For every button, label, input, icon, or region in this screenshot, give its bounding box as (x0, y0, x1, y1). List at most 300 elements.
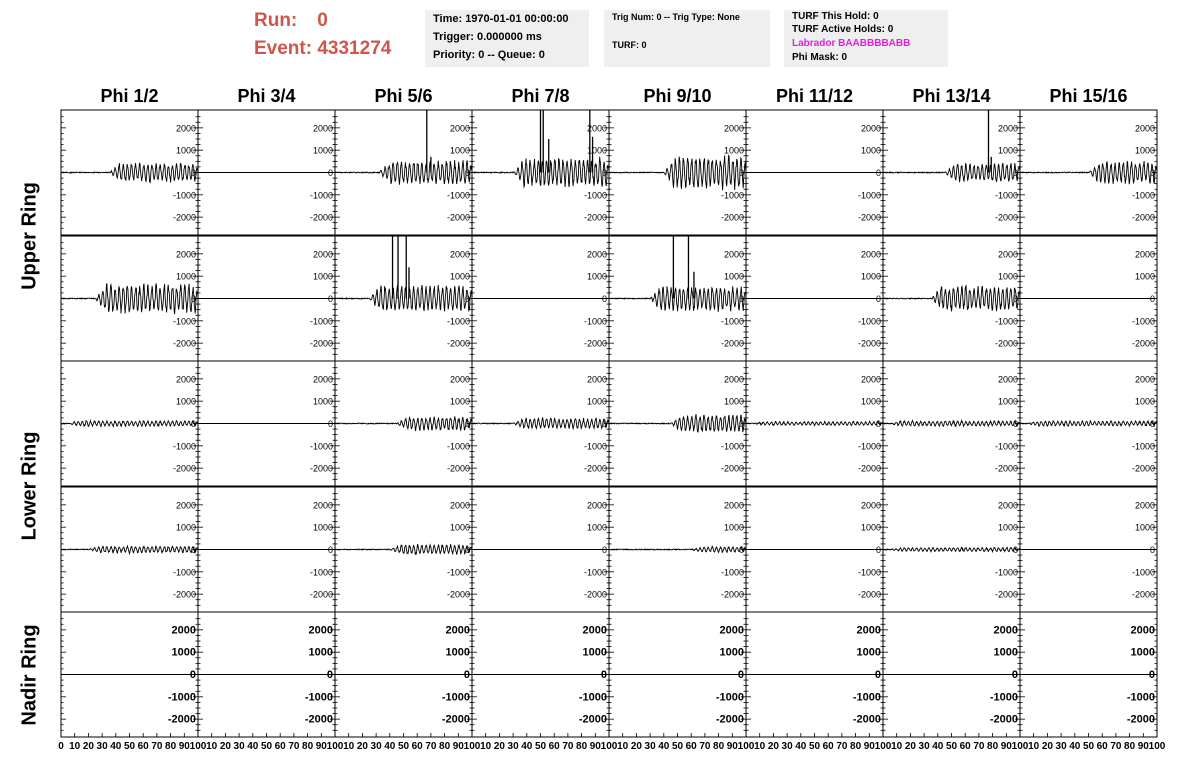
y-tick-label: 0 (601, 294, 607, 304)
waveform-panel (609, 612, 746, 737)
y-tick-label: 2000 (997, 374, 1018, 385)
y-tick-label: 2000 (308, 624, 333, 637)
y-tick-label: -2000 (309, 463, 333, 474)
x-tick-label: 10 (754, 741, 766, 752)
waveform-panel (335, 612, 472, 737)
x-tick-label: 60 (822, 741, 834, 752)
y-tick-label: 0 (1012, 419, 1018, 429)
turf-active-line: TURF Active Holds: 0 (792, 24, 894, 35)
x-tick-label: 40 (932, 741, 944, 752)
waveform-panel (472, 612, 609, 737)
run-value: 0 (317, 10, 328, 31)
y-tick-label: -1000 (857, 316, 881, 327)
x-tick-label: 50 (260, 741, 273, 752)
row-label-upper-ring: Upper Ring (18, 182, 41, 290)
x-tick-label: 40 (247, 741, 259, 752)
y-tick-label: -2000 (583, 212, 607, 223)
waveform-panel (746, 236, 883, 361)
y-tick-label: 2000 (449, 249, 470, 260)
y-tick-label: 0 (189, 669, 196, 681)
y-tick-label: 1000 (449, 271, 470, 282)
waveform-panel (61, 487, 198, 612)
waveform-trace (883, 547, 1020, 551)
y-tick-label: 0 (874, 669, 881, 681)
waveform-panel (746, 612, 883, 737)
y-tick-label: 2000 (445, 624, 470, 637)
x-tick-label: 50 (808, 741, 821, 752)
waveform-trace (335, 160, 472, 185)
y-tick-label: -1000 (167, 691, 196, 704)
column-header-phi-15-16: Phi 15/16 (1049, 86, 1128, 106)
x-tick-label: 10 (1028, 741, 1040, 752)
x-tick-label: 20 (1041, 741, 1053, 752)
waveform-panel (335, 487, 472, 612)
y-tick-label: -2000 (1131, 589, 1155, 600)
y-tick-label: 0 (1012, 168, 1018, 178)
waveform-panel (1020, 487, 1157, 612)
waveform-trace (883, 286, 1020, 312)
y-tick-label: -1000 (1131, 567, 1155, 578)
y-tick-label: -2000 (167, 713, 196, 726)
waveform-panel (609, 361, 746, 486)
y-tick-label: 1000 (312, 522, 333, 533)
y-tick-label: 0 (1011, 669, 1018, 681)
y-tick-label: -1000 (583, 316, 607, 327)
y-tick-label: 0 (1148, 669, 1155, 681)
x-tick-label: 30 (233, 741, 245, 752)
x-tick-label: 50 (534, 741, 547, 752)
y-tick-label: 0 (1149, 545, 1155, 555)
waveform-trace (883, 421, 1020, 427)
x-tick-label: 50 (1082, 741, 1095, 752)
column-header-phi-5-6: Phi 5/6 (374, 86, 433, 106)
y-tick-label: -2000 (994, 212, 1018, 223)
waveform-panel (1020, 236, 1157, 361)
y-tick-label: 1000 (997, 145, 1018, 156)
waveform-panel (335, 236, 472, 361)
waveform-panel (609, 487, 746, 612)
waveform-trace (746, 421, 883, 426)
y-tick-label: -2000 (1131, 338, 1155, 349)
y-tick-label: -2000 (441, 713, 470, 726)
y-tick-label: 2000 (586, 249, 607, 260)
waveform-panel (198, 487, 335, 612)
y-tick-label: -1000 (720, 441, 744, 452)
y-tick-label: -1000 (989, 691, 1018, 704)
y-tick-label: -1000 (172, 190, 196, 201)
y-tick-label: 0 (601, 168, 607, 178)
y-tick-label: 1000 (171, 646, 196, 659)
y-tick-label: 0 (327, 294, 333, 304)
x-tick-label: 10 (617, 741, 629, 752)
y-tick-label: 2000 (586, 123, 607, 134)
waveform-trace (61, 421, 198, 427)
priority-line: Priority: 0 -- Queue: 0 (433, 49, 545, 61)
x-tick-label: 100 (874, 741, 892, 752)
waveform-trace (1020, 161, 1157, 184)
waveform-panel (609, 236, 746, 361)
waveform-panel (1020, 612, 1157, 737)
y-tick-label: -2000 (172, 338, 196, 349)
y-tick-label: 0 (1149, 419, 1155, 429)
waveform-panel (1020, 361, 1157, 486)
x-tick-label: 100 (463, 741, 481, 752)
column-header-phi-3-4: Phi 3/4 (237, 86, 296, 106)
waveform-panel (609, 110, 746, 235)
y-tick-label: -2000 (172, 212, 196, 223)
y-tick-label: 2000 (993, 624, 1018, 637)
x-tick-label: 60 (548, 741, 560, 752)
y-tick-label: 2000 (856, 624, 881, 637)
y-tick-label: 0 (463, 669, 470, 681)
y-tick-label: 0 (190, 419, 196, 429)
column-header-phi-9-10: Phi 9/10 (643, 86, 712, 106)
y-tick-label: -1000 (172, 316, 196, 327)
y-tick-label: 1000 (1130, 646, 1155, 659)
x-tick-label: 100 (1148, 741, 1166, 752)
waveform-panel (335, 361, 472, 486)
waveform-trace (883, 163, 1020, 182)
waveform-panel (61, 361, 198, 486)
x-tick-label: 70 (836, 741, 848, 752)
y-tick-label: 0 (875, 294, 881, 304)
x-tick-label: 10 (480, 741, 492, 752)
y-tick-label: 0 (875, 168, 881, 178)
waveform-panel (472, 236, 609, 361)
y-tick-label: 0 (601, 545, 607, 555)
waveform-panel (746, 487, 883, 612)
y-tick-label: -2000 (446, 589, 470, 600)
y-tick-label: 1000 (860, 396, 881, 407)
y-tick-label: 2000 (449, 374, 470, 385)
y-tick-label: 0 (737, 669, 744, 681)
x-tick-label: 80 (165, 741, 177, 752)
y-tick-label: 2000 (860, 249, 881, 260)
y-tick-label: 2000 (860, 123, 881, 134)
y-tick-label: 2000 (1130, 624, 1155, 637)
y-tick-label: -2000 (583, 589, 607, 600)
waveform-panel (61, 612, 198, 737)
waveform-panel (198, 612, 335, 737)
y-tick-label: -1000 (446, 316, 470, 327)
x-tick-label: 30 (507, 741, 519, 752)
x-tick-label: 40 (1069, 741, 1081, 752)
y-tick-label: 2000 (175, 374, 196, 385)
y-tick-label: 2000 (1134, 123, 1155, 134)
y-tick-label: 1000 (1134, 522, 1155, 533)
x-tick-label: 20 (904, 741, 916, 752)
x-tick-label: 80 (1124, 741, 1136, 752)
y-tick-label: 2000 (312, 374, 333, 385)
y-tick-label: -2000 (720, 212, 744, 223)
y-tick-label: 1000 (997, 522, 1018, 533)
x-tick-label: 70 (288, 741, 300, 752)
y-tick-label: -1000 (720, 190, 744, 201)
waveform-panel (1020, 110, 1157, 235)
y-tick-label: -1000 (446, 190, 470, 201)
y-tick-label: -2000 (1131, 212, 1155, 223)
y-tick-label: 2000 (1134, 500, 1155, 511)
waveform-panel (198, 361, 335, 486)
x-tick-label: 20 (767, 741, 779, 752)
y-tick-label: -2000 (446, 338, 470, 349)
trig-type-line: Trig Num: 0 -- Trig Type: None (612, 12, 740, 22)
y-tick-label: 1000 (856, 646, 881, 659)
y-tick-label: 1000 (1134, 145, 1155, 156)
x-tick-label: 70 (151, 741, 163, 752)
y-tick-label: 1000 (723, 145, 744, 156)
y-tick-label: 0 (464, 168, 470, 178)
y-tick-label: 1000 (586, 396, 607, 407)
waveform-panel (883, 487, 1020, 612)
y-tick-label: 2000 (997, 123, 1018, 134)
x-tick-label: 40 (521, 741, 533, 752)
time-line: Time: 1970-01-01 00:00:00 (433, 13, 569, 25)
y-tick-label: 0 (875, 545, 881, 555)
y-tick-label: -2000 (857, 589, 881, 600)
y-tick-label: 2000 (997, 249, 1018, 260)
x-tick-label: 80 (302, 741, 314, 752)
y-tick-label: -1000 (578, 691, 607, 704)
x-tick-label: 100 (189, 741, 207, 752)
y-tick-label: 0 (327, 419, 333, 429)
column-header-phi-11-12: Phi 11/12 (775, 86, 854, 106)
x-tick-label: 50 (123, 741, 136, 752)
y-tick-label: -2000 (1126, 713, 1155, 726)
y-tick-label: 2000 (1134, 374, 1155, 385)
y-tick-label: 2000 (312, 500, 333, 511)
y-tick-label: 0 (600, 669, 607, 681)
y-tick-label: 1000 (449, 522, 470, 533)
y-tick-label: 2000 (582, 624, 607, 637)
waveform-panel (883, 236, 1020, 361)
y-tick-label: -1000 (309, 441, 333, 452)
waveform-trace (61, 283, 198, 314)
y-tick-label: -1000 (446, 567, 470, 578)
x-tick-label: 60 (411, 741, 423, 752)
y-tick-label: -1000 (583, 441, 607, 452)
y-tick-label: 0 (326, 669, 333, 681)
y-tick-label: 0 (190, 168, 196, 178)
y-tick-label: 0 (601, 419, 607, 429)
waveform-trace (472, 418, 609, 429)
y-tick-label: -1000 (1131, 190, 1155, 201)
y-tick-label: 2000 (312, 123, 333, 134)
waveform-trace (609, 155, 746, 190)
x-tick-label: 100 (600, 741, 618, 752)
waveform-trace (609, 546, 746, 552)
x-tick-label: 60 (1096, 741, 1108, 752)
y-tick-label: 2000 (175, 249, 196, 260)
y-tick-label: -2000 (994, 338, 1018, 349)
x-tick-label: 80 (713, 741, 725, 752)
waveform-trace (1020, 421, 1157, 427)
y-tick-label: -2000 (989, 713, 1018, 726)
waveform-trace (609, 414, 746, 432)
y-tick-label: -2000 (309, 589, 333, 600)
y-tick-label: -1000 (994, 567, 1018, 578)
waveform-panel (883, 361, 1020, 486)
x-tick-label: 60 (274, 741, 286, 752)
y-tick-label: -1000 (857, 567, 881, 578)
x-tick-label: 60 (137, 741, 149, 752)
row-label-lower-ring: Lower Ring (18, 431, 41, 541)
waveform-trace (335, 416, 472, 431)
y-tick-label: 0 (1149, 168, 1155, 178)
y-tick-label: 0 (1012, 545, 1018, 555)
x-tick-label: 70 (699, 741, 711, 752)
waveform-panel (61, 236, 198, 361)
y-tick-label: -2000 (583, 463, 607, 474)
x-tick-label: 50 (397, 741, 410, 752)
x-tick-label: 40 (658, 741, 670, 752)
y-tick-label: -1000 (852, 691, 881, 704)
waveform-panel (198, 110, 335, 235)
x-tick-label: 80 (439, 741, 451, 752)
y-tick-label: -2000 (446, 463, 470, 474)
y-tick-label: -1000 (857, 190, 881, 201)
y-tick-label: 1000 (1134, 396, 1155, 407)
y-tick-label: 2000 (449, 123, 470, 134)
x-tick-label: 0 (58, 741, 64, 752)
y-tick-label: -1000 (857, 441, 881, 452)
x-tick-label: 70 (973, 741, 985, 752)
y-tick-label: 1000 (586, 145, 607, 156)
y-tick-label: -2000 (857, 338, 881, 349)
y-tick-label: 2000 (723, 500, 744, 511)
y-tick-label: -2000 (715, 713, 744, 726)
y-tick-label: 1000 (449, 145, 470, 156)
waveform-trace (609, 286, 746, 312)
y-tick-label: 1000 (993, 646, 1018, 659)
x-tick-label: 20 (356, 741, 368, 752)
y-tick-label: 1000 (312, 271, 333, 282)
row-label-nadir-ring: Nadir Ring (18, 624, 41, 726)
y-tick-label: -1000 (309, 567, 333, 578)
y-tick-label: 0 (738, 419, 744, 429)
y-tick-label: -2000 (304, 713, 333, 726)
x-tick-label: 80 (850, 741, 862, 752)
y-tick-label: -1000 (446, 441, 470, 452)
y-tick-label: -2000 (1131, 463, 1155, 474)
x-tick-label: 30 (370, 741, 382, 752)
y-tick-label: 2000 (723, 374, 744, 385)
x-tick-label: 30 (781, 741, 793, 752)
column-header-phi-1-2: Phi 1/2 (100, 86, 159, 106)
y-tick-label: 1000 (445, 646, 470, 659)
x-tick-label: 30 (96, 741, 108, 752)
y-tick-label: 2000 (723, 123, 744, 134)
y-tick-label: 1000 (582, 646, 607, 659)
x-tick-label: 20 (82, 741, 94, 752)
x-tick-label: 50 (945, 741, 958, 752)
y-tick-label: -1000 (994, 441, 1018, 452)
y-tick-label: 0 (190, 294, 196, 304)
y-tick-label: 0 (464, 419, 470, 429)
y-tick-label: 0 (327, 168, 333, 178)
y-tick-label: 1000 (175, 396, 196, 407)
waveform-panel (198, 236, 335, 361)
y-tick-label: 0 (190, 545, 196, 555)
labrador-line: Labrador BAABBBBABB (792, 38, 911, 49)
y-tick-label: 1000 (860, 271, 881, 282)
y-tick-label: 1000 (997, 396, 1018, 407)
trigger-line: Trigger: 0.000000 ms (433, 31, 542, 43)
x-tick-label: 90 (452, 741, 464, 752)
y-tick-label: -1000 (309, 316, 333, 327)
y-tick-label: 2000 (312, 249, 333, 260)
y-tick-label: 1000 (175, 271, 196, 282)
y-tick-label: 0 (464, 545, 470, 555)
waveform-panel (61, 110, 198, 235)
column-header-phi-7-8: Phi 7/8 (511, 86, 570, 106)
y-tick-label: 1000 (997, 271, 1018, 282)
turf-line: TURF: 0 (612, 40, 647, 50)
x-tick-label: 90 (1000, 741, 1012, 752)
x-tick-label: 30 (918, 741, 930, 752)
x-tick-label: 100 (737, 741, 755, 752)
waveform-panel (746, 110, 883, 235)
y-tick-label: -1000 (172, 567, 196, 578)
x-tick-label: 60 (685, 741, 697, 752)
turf-hold-line: TURF This Hold: 0 (792, 11, 879, 22)
y-tick-label: 1000 (175, 145, 196, 156)
x-tick-label: 90 (589, 741, 601, 752)
x-tick-label: 20 (219, 741, 231, 752)
x-tick-label: 60 (959, 741, 971, 752)
y-tick-label: -1000 (720, 316, 744, 327)
waveform-trace (61, 546, 198, 554)
x-tick-label: 20 (493, 741, 505, 752)
y-tick-label: 2000 (723, 249, 744, 260)
x-tick-label: 70 (562, 741, 574, 752)
y-tick-label: 1000 (449, 396, 470, 407)
y-tick-label: 1000 (860, 522, 881, 533)
x-tick-label: 90 (863, 741, 875, 752)
y-tick-label: -1000 (309, 190, 333, 201)
y-tick-label: -1000 (172, 441, 196, 452)
y-tick-label: 1000 (860, 145, 881, 156)
waveform-trace (335, 285, 472, 312)
y-tick-label: 1000 (723, 522, 744, 533)
y-tick-label: -2000 (309, 212, 333, 223)
x-tick-label: 70 (425, 741, 437, 752)
x-tick-label: 20 (630, 741, 642, 752)
y-tick-label: 1000 (723, 271, 744, 282)
y-tick-label: 0 (738, 545, 744, 555)
waveform-panel (472, 361, 609, 486)
y-tick-label: 1000 (312, 396, 333, 407)
waveform-panel (746, 361, 883, 486)
event-label: Event: (254, 38, 313, 59)
y-tick-label: 2000 (860, 500, 881, 511)
y-tick-label: -2000 (309, 338, 333, 349)
x-tick-label: 80 (576, 741, 588, 752)
x-tick-label: 80 (987, 741, 999, 752)
y-tick-label: -2000 (852, 713, 881, 726)
y-tick-label: 2000 (586, 500, 607, 511)
waveform-trace (335, 544, 472, 555)
y-tick-label: 0 (875, 419, 881, 429)
y-tick-label: -2000 (583, 338, 607, 349)
y-tick-label: 0 (327, 545, 333, 555)
y-tick-label: -1000 (720, 567, 744, 578)
waveform-panel (472, 487, 609, 612)
y-tick-label: 1000 (586, 522, 607, 533)
y-tick-label: -1000 (441, 691, 470, 704)
waveform-trace (61, 163, 198, 183)
y-tick-label: 1000 (312, 145, 333, 156)
